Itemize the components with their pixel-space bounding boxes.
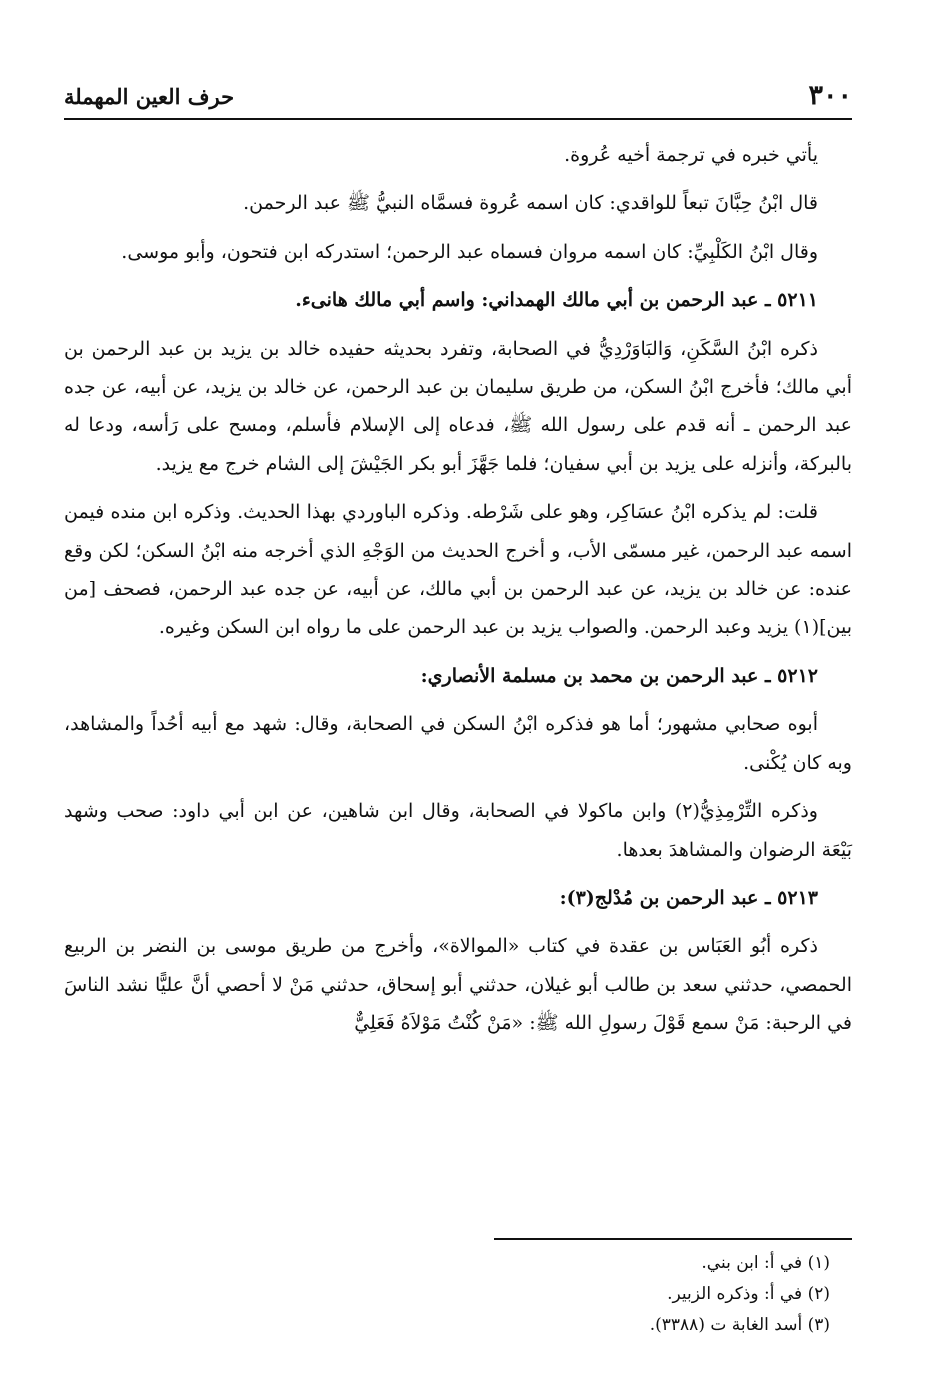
footnotes <box>64 1248 830 1341</box>
paragraph: قال ابْنُ حِبَّانَ تبعاً للواقدي: كان اسمه عُروة فسمَّاه النبيُّ ﷺ عبد الرحمن. <box>243 192 818 215</box>
page-body <box>64 136 852 1053</box>
footnote: (٣) أسد الغابة ت (٣٣٨٨). <box>649 1315 830 1335</box>
paragraph: ذكره أبُو العَبَاس بن عقدة في كتاب «الموالاة»، وأخرج من طريق موسى بن النضر بن الربيع الحمصي، حدثني سعد بن طالب أبو غيلان، حدثني أبو إسحاق، حدثني مَنْ لا أحصي أنَّ عليًّا نشد الناسَ في الرحبة: مَنْ سمع قَوْلَ رسولِ الله ﷺ: «مَنْ كُنْتُ مَوْلاَهُ فَعَلِيٌّ <box>64 935 852 1035</box>
running-head: حرف العين المهملة <box>64 84 235 109</box>
paragraph: وذكره التِّرْمِذِيُّ(٢) وابن ماكولا في الصحابة، وقال ابن شاهين، عن ابن أبي داود: صحب وشهد بَيْعَة الرضوان والمشاهدَ بعدها. <box>64 800 852 861</box>
paragraph: يأتي خبره في ترجمة أخيه عُروة. <box>564 144 818 166</box>
page-header <box>64 78 852 120</box>
paragraph: قلت: لم يذكره ابْنُ عسَاكِر، وهو على شَرْطه. وذكره الباوردي بهذا الحديث. وذكره ابن منده فيمن اسمه عبد الرحمن، غير مسمّى الأب، و أخرج الحديث من الوَجْهِ الذي أخرجه منه ابْنُ السكن؛ لكن وقع عنده: عن خالد بن يزيد، عن عبد الرحمن بن أبي مالك، عن أبيه، عن جده عبد الرحمن، فصحف [من بين](١) يزيد وعبد الرحمن. والصواب يزيد بن عبد الرحمن على ما رواه ابن السكن وغيره. <box>64 501 853 639</box>
paragraph: ذكره ابْنُ السَّكَنِ، وَالبَاوَرْدِيُّ في الصحابة، وتفرد بحديثه حفيده خالد بن يزيد بن عبد الرحمن بن أبي مالك؛ فأخرج ابْنُ السكن، من طريق سليمان بن عبد الرحمن، عن خالد بن يزيد، عن أبيه، عن جده عبد الرحمن ـ أنه قدم على رسول الله ﷺ، فدعاه إلى الإسلام فأسلم، ومسح على رَأسه، ودعا له بالبركة، وأنزله على يزيد بن أبي سفيان؛ فلما جَهَّزَ أبو بكر الجَيْشَ إلى الشام خرج مع يزيد. <box>64 337 852 475</box>
footnote: (٢) في أ: وذكره الزبير. <box>667 1284 830 1304</box>
entry-heading: ٥٢١٣ ـ عبد الرحمن بن مُدْلج(٣): <box>559 886 818 909</box>
footnote: (١) في أ: ابن بني. <box>701 1253 830 1273</box>
footnote-divider <box>494 1238 852 1240</box>
paragraph: وقال ابْنُ الكَلْبِيِّ: كان اسمه مروان فسماه عبد الرحمن؛ استدركه ابن فتحون، وأبو موسى. <box>121 240 818 263</box>
entry-heading: ٥٢١٢ ـ عبد الرحمن بن محمد بن مسلمة الأنصاري: <box>420 664 818 687</box>
entry-heading: ٥٢١١ ـ عبد الرحمن بن أبي مالك الهمداني: واسم أبي مالك هانىء. <box>295 289 818 312</box>
paragraph: أبوه صحابي مشهور؛ أما هو فذكره ابْنُ السكن في الصحابة، وقال: شهد مع أبيه أحُداً والمشاهد، وبه كان يُكْنى. <box>64 713 852 774</box>
page-number: ٣٠٠ <box>808 80 852 111</box>
